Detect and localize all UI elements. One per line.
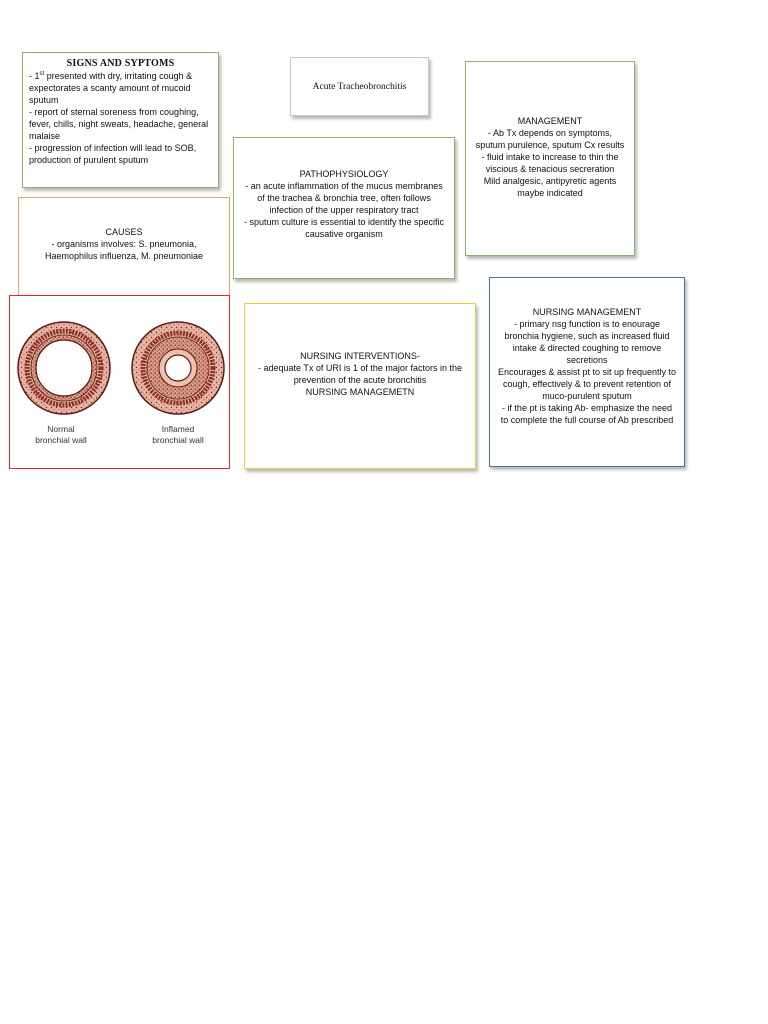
pathophysiology-card [233,137,455,279]
management-line: - fluid intake to increase to thin the [481,152,619,162]
inflamed-caption [142,424,214,446]
management-line: sputum purulence, sputum Cx results [475,140,625,150]
management-line: - Ab Tx depends on symptoms, [488,128,612,138]
management-line: viscious & tenacious secreration [485,164,615,174]
page-title: Acute Tracheobronchitis [312,81,407,92]
interventions-line: NURSING MANAGEMETN [305,387,415,397]
management-heading: MANAGEMENT [517,116,583,126]
causes-card [18,197,230,297]
signs-line: sputum [29,95,59,105]
signs-line: malaise [29,131,61,141]
nursing-line: secretions [566,355,608,365]
nursing-interventions-card [244,303,476,469]
bronchial-wall-illustration [9,295,230,469]
nursing-heading: NURSING MANAGEMENT [532,307,642,317]
nursing-line: - primary nsg function is to enourage [513,319,661,329]
interventions-line: NURSING INTERVENTIONS- [300,351,420,361]
patho-line: causative organism [305,229,383,239]
patho-line: of the trachea & bronchia tree, often follows [257,193,431,203]
normal-caption-line: bronchial wall [35,435,87,445]
signs-line: - 1st presented with dry, irritating cough & [29,71,193,81]
patho-line: - an acute inflammation of the mucus membranes [245,181,443,191]
interventions-line: prevention of the acute bronchitis [293,375,427,385]
nursing-line: Encourages & assist pt to sit up frequently to [497,367,677,377]
management-line: Mild analgesic, antipyretic agents [483,176,617,186]
nursing-line: - if the pt is taking Ab- emphasize the need [501,403,673,413]
signs-line: - report of sternal soreness from coughing, [29,107,199,117]
patho-heading: PATHOPHYSIOLOGY [299,169,389,179]
nursing-line: bronchia hygiene, such as increased fluid [504,331,670,341]
patho-line: infection of the upper respiratory tract [269,205,419,215]
inflamed-bronchial-wall [132,322,224,414]
inflamed-caption-line: bronchial wall [152,435,204,445]
nursing-management-card [489,277,685,467]
normal-caption [26,424,96,446]
normal-caption-line: Normal [47,424,75,434]
signs-line: production of purulent sputum [29,155,149,165]
nursing-line: intake & directed coughing to remove [512,343,662,353]
inflamed-caption-line: Inflamed [161,424,195,434]
causes-line: - organisms involves: S. pneumonia, [51,239,197,249]
signs-heading: SIGNS AND SYPTOMS [66,58,175,69]
signs-line: fever, chills, night sweats, headache, general [29,119,209,129]
nursing-line: to complete the full course of Ab prescribed [500,415,674,425]
nursing-line: cough, effectively & to prevent retention of [503,379,671,389]
signs-line: - progression of infection will lead to SOB, [29,143,197,153]
title-card [290,57,429,116]
management-card [465,61,635,256]
nursing-line: muco-purulent sputum [542,391,632,401]
patho-line: - sputum culture is essential to identify the specific [243,217,445,227]
causes-line: Haemophilus influenza, M. pneumoniae [44,251,204,261]
interventions-line: - adequate Tx of URI is 1 of the major factors in the [258,363,462,373]
normal-bronchial-wall [18,322,110,414]
signs-line: expectorates a scanty amount of mucoid [29,83,191,93]
signs-and-symptoms-card [22,52,219,188]
causes-heading: CAUSES [105,227,143,237]
management-line: maybe indicated [517,188,583,198]
